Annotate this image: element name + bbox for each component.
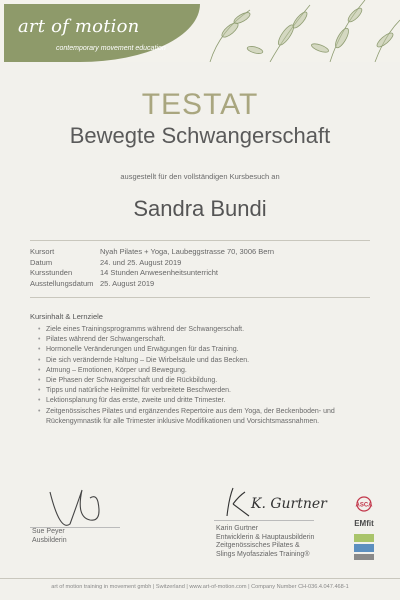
list-item: • Zeitgenössisches Pilates und ergänzendes Repertoire aus dem Yoga, der Beckenboden- und Rückengymnastik für alle Trimester inklusive Modifikationen und Vorsichtsmassnahmen. bbox=[38, 407, 378, 427]
badge-top-text: ASCA bbox=[355, 502, 373, 509]
signer-right-role-1: Entwicklerin & Hauptausbilderin bbox=[216, 533, 315, 541]
list-item: • Die sich verändernde Haltung – Die Wirbelsäule und das Becken. bbox=[38, 356, 378, 366]
signer-right-name: Karin Gurtner bbox=[216, 525, 259, 532]
detail-value: 14 Stunden Anwesenheitsunterricht bbox=[100, 268, 218, 277]
detail-label: Kursstunden bbox=[30, 268, 73, 277]
list-item: • Lektionsplanung für das erste, zweite und dritte Trimester. bbox=[38, 396, 378, 406]
signature-script-text: K. Gurtner bbox=[251, 496, 327, 512]
detail-label: Kursort bbox=[30, 247, 55, 256]
divider bbox=[30, 297, 370, 298]
signature-sue-peyer bbox=[30, 472, 150, 532]
list-item: • Die Phasen der Schwangerschaft und die Rückbildung. bbox=[38, 376, 378, 386]
details-table bbox=[30, 247, 370, 289]
detail-value: 25. August 2019 bbox=[100, 278, 155, 288]
signer-right-role-3: Slings Myofasziales Training® bbox=[216, 550, 310, 558]
detail-row bbox=[30, 279, 370, 290]
signer-left-block bbox=[32, 528, 67, 545]
list-item: • Atmung – Emotionen, Körper und Bewegung. bbox=[38, 366, 378, 376]
signer-right-block bbox=[216, 525, 314, 559]
list-item: • Hormonelle Veränderungen und Erwägungen für das Training. bbox=[38, 345, 378, 355]
course-name: Bewegte Schwangerschaft bbox=[69, 123, 331, 148]
leaves-decoration-icon bbox=[190, 0, 400, 62]
detail-label: Ausstellungsdatum bbox=[30, 278, 94, 288]
footer-divider bbox=[0, 578, 400, 579]
badge-logos-icon bbox=[348, 494, 380, 574]
list-item: • Tipps und natürliche Heilmittel für verbreitete Beschwerden. bbox=[38, 386, 378, 396]
signer-right-role-2: Zeitgenössisches Pilates & bbox=[216, 542, 300, 549]
issued-text: ausgestellt für den vollständigen Kursbesuch an bbox=[120, 172, 280, 181]
accreditation-logos bbox=[348, 494, 380, 574]
detail-value: 24. und 25. August 2019 bbox=[100, 257, 182, 267]
logo-subtitle: contemporary movement education bbox=[56, 45, 166, 52]
signature-line bbox=[214, 520, 314, 521]
detail-label: Datum bbox=[30, 257, 53, 267]
recipient-name: Sandra Bundi bbox=[133, 196, 267, 221]
footer-text: art of motion training in movement gmbh | Switzerland | www.art-of-motion.com | Company Number CH-036.4.047.468-1 bbox=[51, 584, 349, 590]
detail-row bbox=[30, 268, 370, 279]
badge-middle-text: EMfit bbox=[354, 519, 374, 528]
signer-left-name: Sue Peyer bbox=[32, 528, 65, 535]
certificate-title: TESTAT bbox=[141, 88, 259, 121]
detail-row bbox=[30, 258, 370, 269]
list-item: • Pilates während der Schwangerschaft. bbox=[38, 335, 378, 345]
header bbox=[0, 0, 400, 62]
content-list bbox=[38, 325, 378, 427]
list-item: • Ziele eines Trainingsprogramms während der Schwangerschaft. bbox=[38, 325, 378, 335]
content-section-title: Kursinhalt & Lernziele bbox=[30, 312, 103, 321]
divider bbox=[30, 240, 370, 241]
detail-value: Nyah Pilates + Yoga, Laubeggstrasse 70, 3006 Bern bbox=[100, 247, 275, 256]
art-of-motion-logo bbox=[4, 4, 200, 62]
detail-row bbox=[30, 247, 370, 258]
logo-title: art of motion bbox=[18, 16, 140, 37]
signer-left-role: Ausbilderin bbox=[32, 536, 67, 544]
